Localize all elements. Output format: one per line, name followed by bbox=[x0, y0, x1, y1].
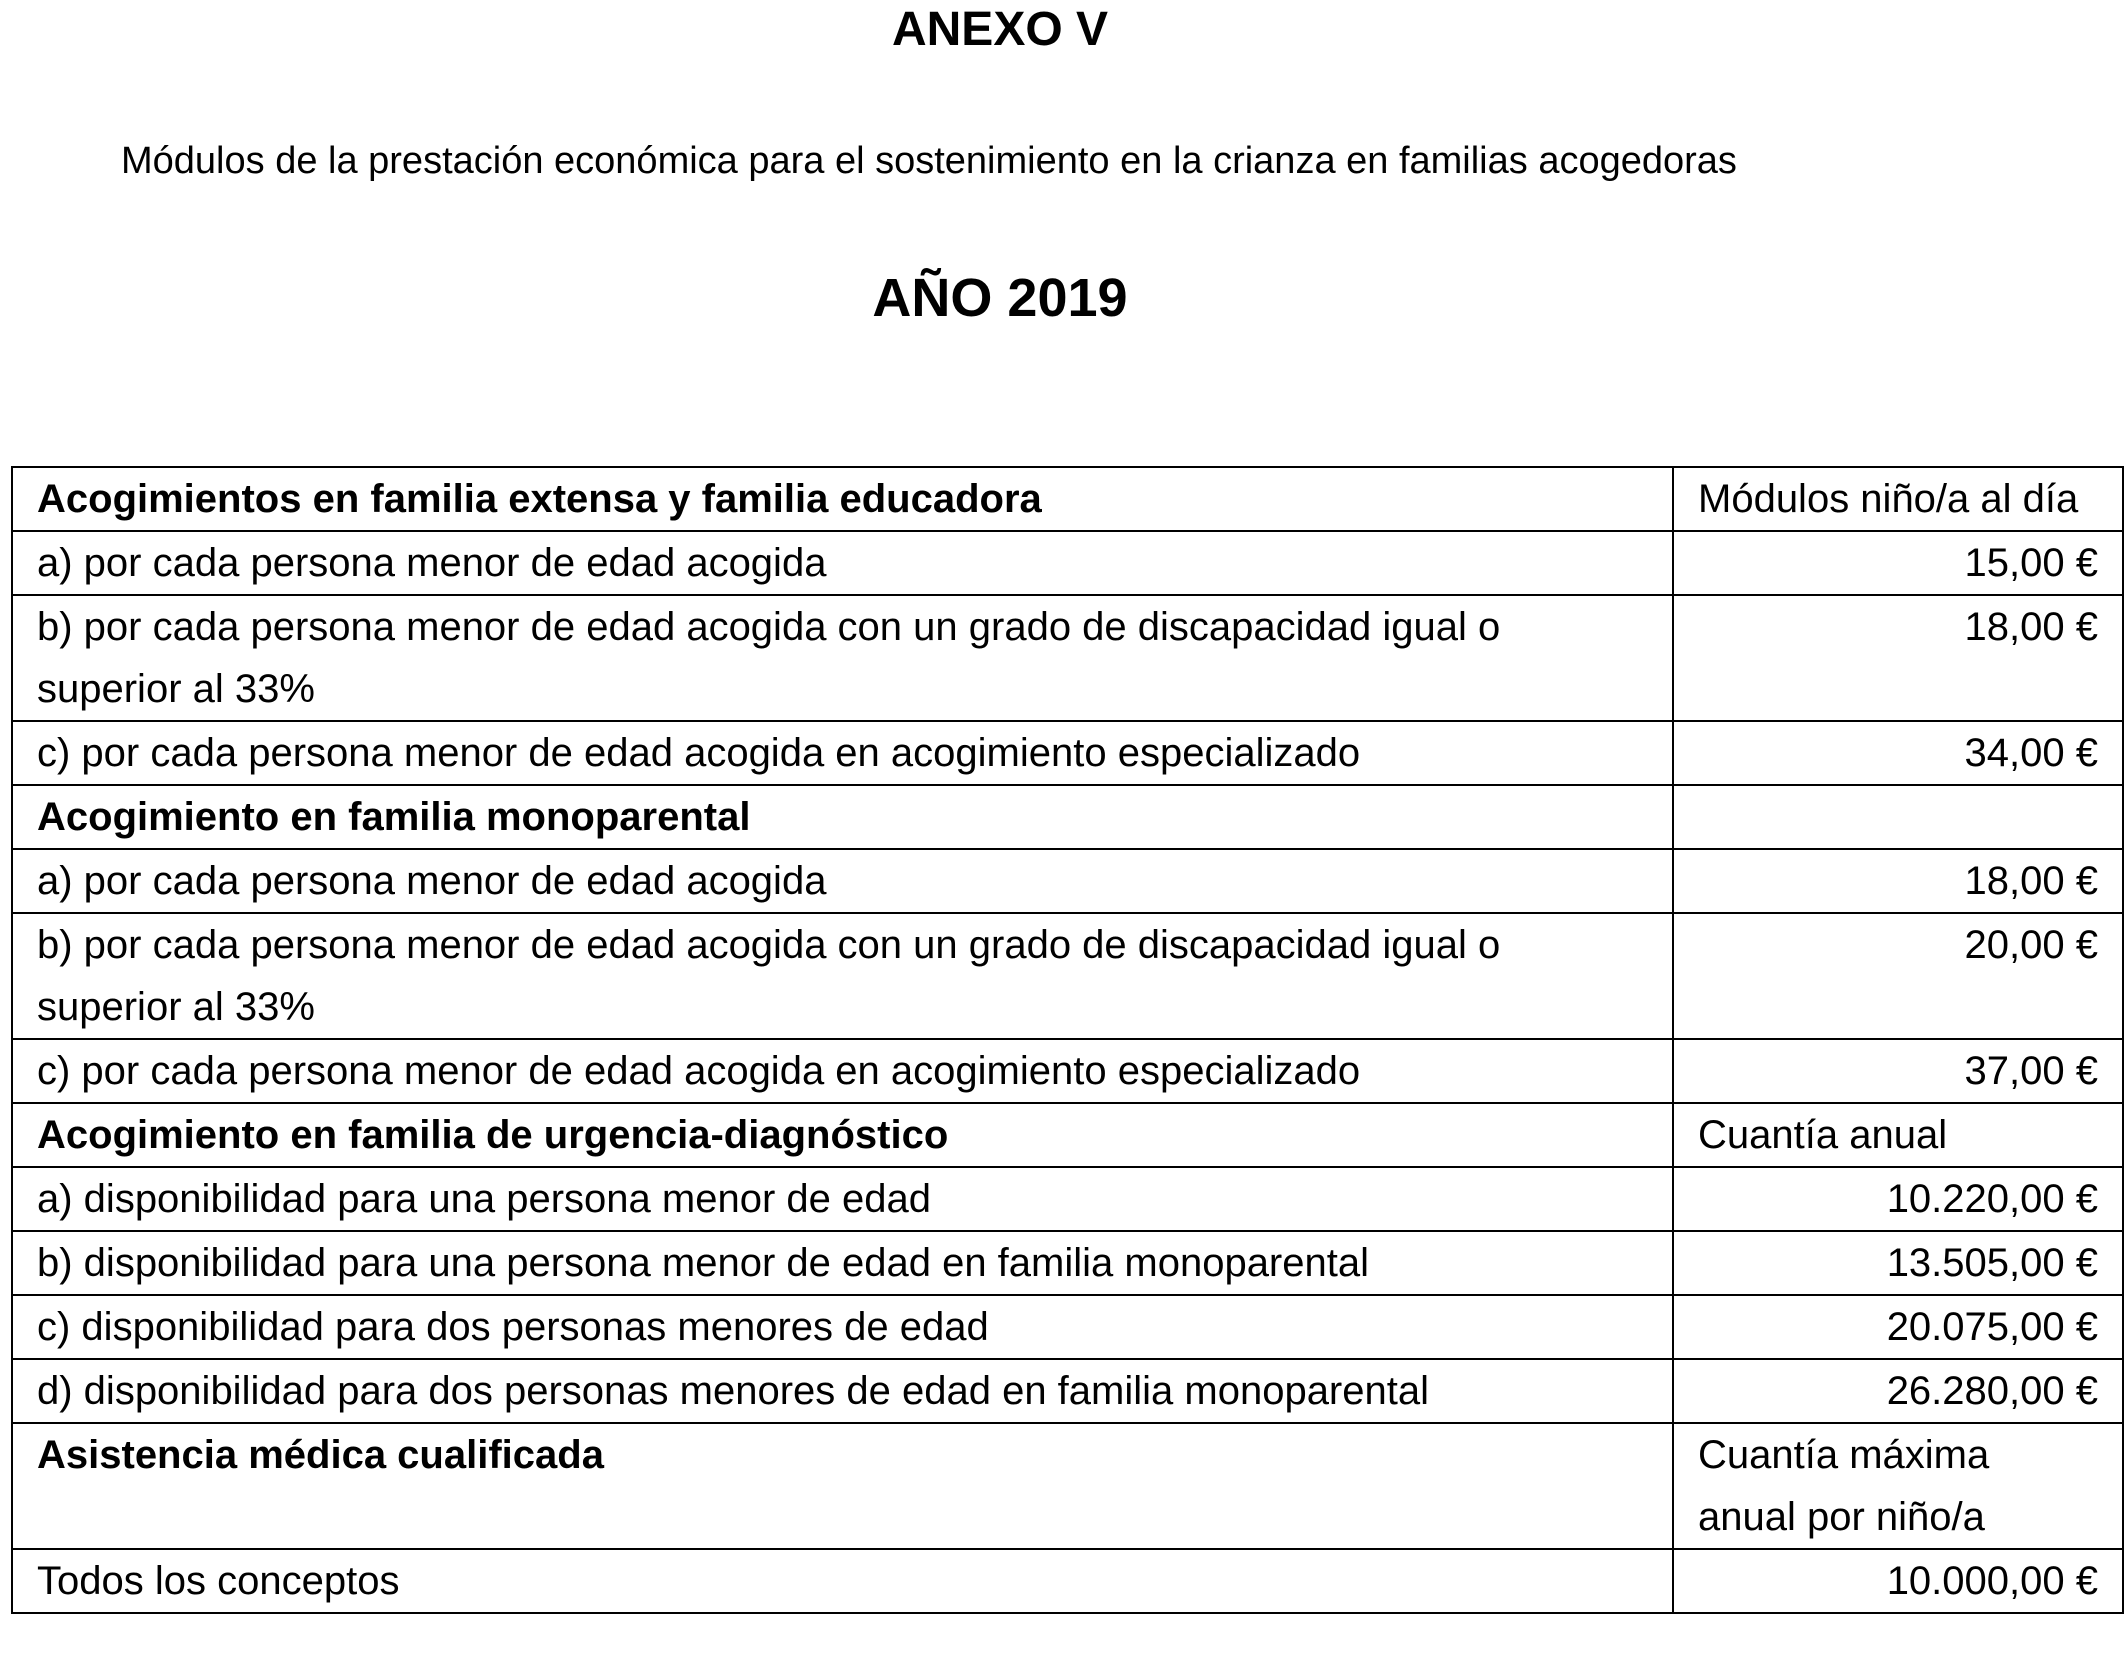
table-row bbox=[12, 1359, 2123, 1423]
table-row bbox=[12, 595, 2123, 721]
section-header-row bbox=[12, 1423, 2123, 1549]
row-amount: 34,00 € bbox=[1673, 721, 2123, 785]
document-subtitle: Módulos de la prestación económica para el sostenimiento en la crianza en familias acogedoras bbox=[121, 140, 1737, 182]
section-title: Asistencia médica cualificada bbox=[12, 1423, 1673, 1549]
column-header: Cuantía anual bbox=[1673, 1103, 2123, 1167]
row-amount: 10.000,00 € bbox=[1673, 1549, 2123, 1613]
section-header-row bbox=[12, 467, 2123, 531]
row-amount: 18,00 € bbox=[1673, 595, 2123, 721]
table-row bbox=[12, 1167, 2123, 1231]
table-row bbox=[12, 849, 2123, 913]
row-amount: 18,00 € bbox=[1673, 849, 2123, 913]
table-row bbox=[12, 721, 2123, 785]
table-row bbox=[12, 531, 2123, 595]
table-row bbox=[12, 1549, 2123, 1613]
column-header bbox=[1673, 785, 2123, 849]
table-row bbox=[12, 1039, 2123, 1103]
column-header: Módulos niño/a al día bbox=[1673, 467, 2123, 531]
row-label: b) disponibilidad para una persona menor de edad en familia monoparental bbox=[12, 1231, 1673, 1295]
annex-title: ANEXO V bbox=[891, 3, 1109, 56]
row-amount: 13.505,00 € bbox=[1673, 1231, 2123, 1295]
section-title: Acogimiento en familia monoparental bbox=[12, 785, 1673, 849]
row-label: b) por cada persona menor de edad acogida con un grado de discapacidad igual o superior al 33% bbox=[12, 913, 1673, 1039]
row-amount: 10.220,00 € bbox=[1673, 1167, 2123, 1231]
table-row bbox=[12, 1295, 2123, 1359]
row-amount: 37,00 € bbox=[1673, 1039, 2123, 1103]
row-amount: 26.280,00 € bbox=[1673, 1359, 2123, 1423]
section-header-row bbox=[12, 785, 2123, 849]
row-label: c) por cada persona menor de edad acogida en acogimiento especializado bbox=[12, 1039, 1673, 1103]
section-header-row bbox=[12, 1103, 2123, 1167]
table-row bbox=[12, 1231, 2123, 1295]
row-amount: 20.075,00 € bbox=[1673, 1295, 2123, 1359]
benefit-modules-table bbox=[11, 466, 2124, 1614]
row-label: a) por cada persona menor de edad acogida bbox=[12, 849, 1673, 913]
row-amount: 15,00 € bbox=[1673, 531, 2123, 595]
section-title: Acogimiento en familia de urgencia-diagnóstico bbox=[12, 1103, 1673, 1167]
row-label: d) disponibilidad para dos personas menores de edad en familia monoparental bbox=[12, 1359, 1673, 1423]
row-label: a) por cada persona menor de edad acogida bbox=[12, 531, 1673, 595]
column-header: Cuantía máxima anual por niño/a bbox=[1673, 1423, 2123, 1549]
year-label: AÑO 2019 bbox=[872, 268, 1128, 328]
row-label: b) por cada persona menor de edad acogida con un grado de discapacidad igual o superior al 33% bbox=[12, 595, 1673, 721]
row-label: a) disponibilidad para una persona menor de edad bbox=[12, 1167, 1673, 1231]
row-label: c) disponibilidad para dos personas menores de edad bbox=[12, 1295, 1673, 1359]
section-title: Acogimientos en familia extensa y familia educadora bbox=[12, 467, 1673, 531]
table-row bbox=[12, 913, 2123, 1039]
row-amount: 20,00 € bbox=[1673, 913, 2123, 1039]
row-label: Todos los conceptos bbox=[12, 1549, 1673, 1613]
row-label: c) por cada persona menor de edad acogida en acogimiento especializado bbox=[12, 721, 1673, 785]
